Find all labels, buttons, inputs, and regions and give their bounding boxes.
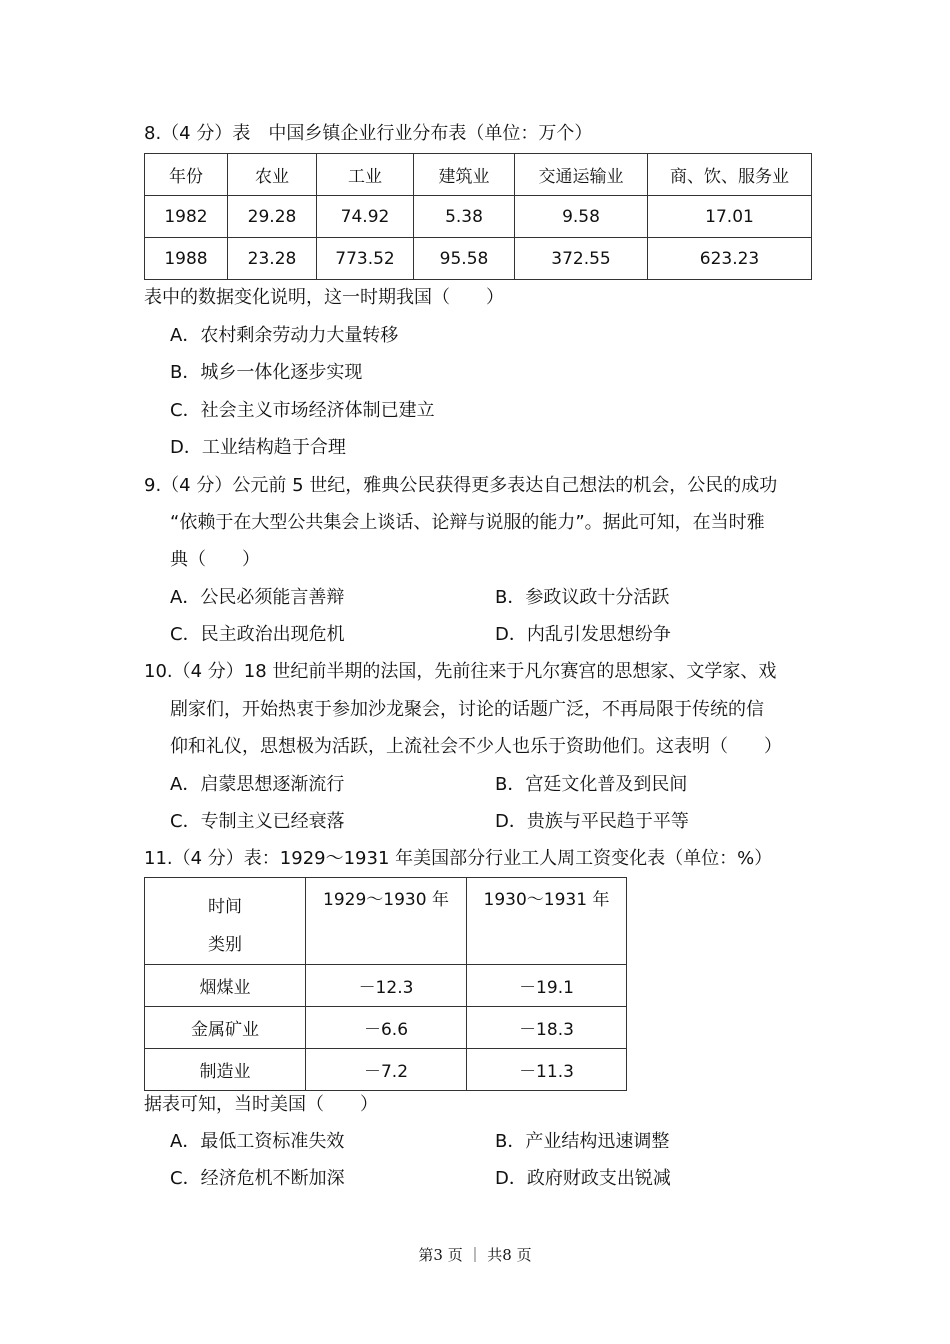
q9-option-b[interactable]: B．参政议政十分活跃 — [495, 587, 670, 608]
table-cell: －18.3 — [467, 1007, 627, 1049]
q11-option-c[interactable]: C．经济危机不断加深 — [170, 1168, 345, 1189]
table-corner-cell — [145, 878, 306, 965]
table-cell: 制造业 — [145, 1049, 306, 1091]
table-cell: －11.3 — [467, 1049, 627, 1091]
q8-option-d[interactable]: D．工业结构趋于合理 — [170, 437, 346, 458]
table-cell: 95.58 — [414, 238, 515, 280]
table-cell: 5.38 — [414, 196, 515, 238]
table-header-row — [145, 878, 627, 965]
header-year: 1929～1930 年 — [323, 890, 449, 910]
table-cell: 372.55 — [515, 238, 648, 280]
table-cell: 9.58 — [515, 196, 648, 238]
q9-option-c[interactable]: C．民主政治出现危机 — [170, 624, 345, 645]
q10-option-b[interactable]: B．宫廷文化普及到民间 — [495, 774, 688, 795]
q9-stem-line: 9.（4 分）公元前 5 世纪，雅典公民获得更多表达自己想法的机会，公民的成功 — [144, 475, 778, 496]
q10-stem-line: 10.（4 分）18 世纪前半期的法国，先前往来于凡尔赛宫的思想家、文学家、戏 — [144, 661, 777, 682]
q8-option-c[interactable]: C．社会主义市场经济体制已建立 — [170, 400, 435, 421]
table-cell: 金属矿业 — [145, 1007, 306, 1049]
q9-stem-line: 典（ ） — [170, 549, 260, 570]
table-row — [145, 1049, 627, 1091]
q10-stem-line: 剧家们，开始热衷于参加沙龙聚会，讨论的话题广泛，不再局限于传统的信 — [170, 699, 764, 720]
q10-option-c[interactable]: C．专制主义已经衰落 — [170, 811, 345, 832]
table-cell: 623.23 — [648, 238, 812, 280]
q9-option-a[interactable]: A．公民必须能言善辩 — [170, 587, 345, 608]
q10-stem-line: 仰和礼仪，思想极为活跃，上流社会不少人也乐于资助他们。这表明（ ） — [170, 736, 782, 757]
q9-option-d[interactable]: D．内乱引发思想纷争 — [495, 624, 671, 645]
table-header-row — [145, 154, 812, 196]
corner-label-category: 类别 — [208, 935, 242, 955]
header-year: 1930～1931 年 — [483, 890, 610, 910]
table-row — [145, 238, 812, 280]
table-cell: 74.92 — [317, 196, 414, 238]
q11-option-b[interactable]: B．产业结构迅速调整 — [495, 1131, 670, 1152]
q8-option-a[interactable]: A．农村剩余劳动力大量转移 — [170, 325, 399, 346]
q8-option-b[interactable]: B．城乡一体化逐步实现 — [170, 362, 363, 383]
table-header-cell: 年份 — [145, 154, 228, 196]
corner-label-time: 时间 — [208, 897, 242, 917]
table-header-cell: 建筑业 — [414, 154, 515, 196]
table-cell: 773.52 — [317, 238, 414, 280]
q10-option-d[interactable]: D．贵族与平民趋于平等 — [495, 811, 689, 832]
table-row — [145, 196, 812, 238]
table-cell: －12.3 — [306, 965, 467, 1007]
table-cell: 1988 — [145, 238, 228, 280]
q10-option-a[interactable]: A．启蒙思想逐渐流行 — [170, 774, 345, 795]
table-row — [145, 965, 627, 1007]
q8-question: 表中的数据变化说明，这一时期我国（ ） — [144, 287, 504, 308]
table-cell: －6.6 — [306, 1007, 467, 1049]
table-header-cell: 工业 — [317, 154, 414, 196]
table-header-cell: 农业 — [228, 154, 317, 196]
q8-table — [144, 153, 812, 280]
q11-question: 据表可知，当时美国（ ） — [144, 1094, 378, 1115]
table-header-cell: 商、饮、服务业 — [648, 154, 812, 196]
q9-stem-line: “依赖于在大型公共集会上谈话、论辩与说服的能力”。据此可知，在当时雅 — [170, 512, 765, 533]
table-cell: －19.1 — [467, 965, 627, 1007]
table-cell: 17.01 — [648, 196, 812, 238]
table-header-cell — [306, 878, 467, 965]
page-footer: 第3 页 ｜ 共8 页 — [418, 1246, 532, 1264]
table-cell: 1982 — [145, 196, 228, 238]
table-row — [145, 1007, 627, 1049]
table-cell: 烟煤业 — [145, 965, 306, 1007]
q11-option-d[interactable]: D．政府财政支出锐减 — [495, 1168, 671, 1189]
q11-table — [144, 877, 627, 1091]
table-cell: 29.28 — [228, 196, 317, 238]
q8-stem: 8.（4 分）表 中国乡镇企业行业分布表（单位：万个） — [144, 123, 593, 144]
table-cell: 23.28 — [228, 238, 317, 280]
table-header-cell — [467, 878, 627, 965]
table-cell: －7.2 — [306, 1049, 467, 1091]
q11-stem: 11.（4 分）表：1929～1931 年美国部分行业工人周工资变化表（单位：%） — [144, 848, 773, 869]
table-header-cell: 交通运输业 — [515, 154, 648, 196]
q11-option-a[interactable]: A．最低工资标准失效 — [170, 1131, 345, 1152]
